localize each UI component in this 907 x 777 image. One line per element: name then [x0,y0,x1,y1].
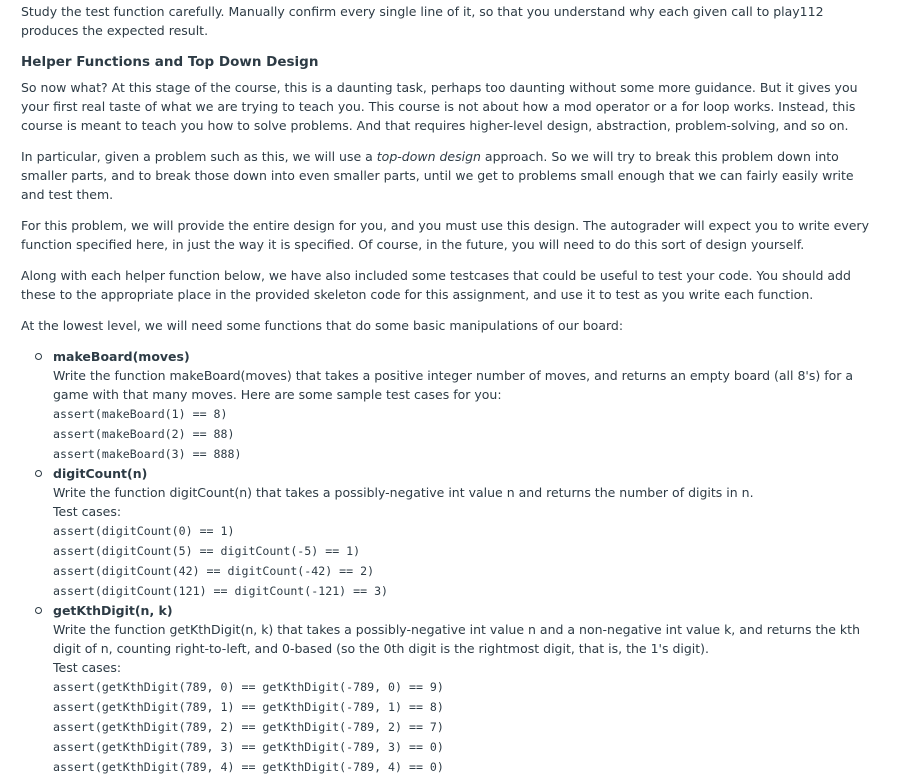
paragraph-testcases: Along with each helper function below, we have also included some testcases that could be useful to test your code. You should add these to the appropriate place in the provided skeleton code for this assignment, and use it to test as you write each function. [21,268,851,302]
test-case-line: assert(getKthDigit(789, 4) == getKthDigit(-789, 4) == 0) [53,760,444,774]
test-case-code-block [53,521,881,601]
test-case-line: assert(makeBoard(1) == 8) [53,407,228,421]
helper-name: makeBoard(moves) [53,349,190,364]
paragraph-top-down [21,147,881,204]
assignment-content [21,2,881,777]
circle-bullet-icon [35,353,42,360]
test-cases-label: Test cases: [53,660,122,675]
intro-paragraph: Study the test function carefully. Manually confirm every single line of it, so that you understand why each given call to play112 produces the expected result. [21,4,824,38]
test-case-code-block [53,677,881,777]
paragraph-lowest-level: At the lowest level, we will need some functions that do some basic manipulations of our board: [21,318,624,333]
test-case-line: assert(getKthDigit(789, 0) == getKthDigit(-789, 0) == 9) [53,680,444,694]
test-case-code-block [53,404,881,464]
paragraph-top-down-end: approach. So we will try to break this problem down into smaller parts, and to break those down into even smaller parts, until we get to problems small enough that we can fairly easily write and test them. [21,149,854,202]
helper-description: Write the function digitCount(n) that takes a possibly-negative int value n and returns the number of digits in n. [53,485,754,500]
helper-description: Write the function makeBoard(moves) that takes a positive integer number of moves, and returns an empty board (all 8's) for a game with that many moves. Here are some sample test cases for you: [53,368,854,402]
helper-function-list [21,347,881,777]
helper-description: Write the function getKthDigit(n, k) that takes a possibly-negative int value n and a non-negative int value k, and returns the kth digit of n, counting right-to-left, and 0-based (so the 0th digit is the rightmost digit, that is, the 1's digit). [53,622,860,656]
circle-bullet-icon [35,607,42,614]
test-case-line: assert(getKthDigit(789, 2) == getKthDigit(-789, 2) == 7) [53,720,444,734]
helper-name: getKthDigit(n, k) [53,603,173,618]
test-case-line: assert(getKthDigit(789, 3) == getKthDigit(-789, 3) == 0) [53,740,444,754]
test-case-line: assert(digitCount(121) == digitCount(-121) == 3) [53,584,389,598]
test-case-line: assert(getKthDigit(789, 1) == getKthDigit(-789, 1) == 8) [53,700,444,714]
test-case-line: assert(makeBoard(2) == 88) [53,427,235,441]
helper-name: digitCount(n) [53,466,148,481]
section-heading: Helper Functions and Top Down Design [21,54,319,70]
helper-item-digitcount [53,464,881,601]
top-down-design-emphasis: top-down design [376,149,481,164]
circle-bullet-icon [35,470,42,477]
helper-item-makeboard [53,347,881,464]
test-case-line: assert(digitCount(42) == digitCount(-42) == 2) [53,564,375,578]
paragraph-design-provided: For this problem, we will provide the entire design for you, and you must use this design. The autograder will expect you to write every function specified here, in just the way it is specified. Of course, in the future, you will need to do this sort of design yourself. [21,218,869,252]
helper-item-getkthdigit [53,601,881,777]
test-cases-label: Test cases: [53,504,122,519]
test-case-line: assert(digitCount(0) == 1) [53,524,235,538]
test-case-line: assert(makeBoard(3) == 888) [53,447,242,461]
paragraph-daunting-task: So now what? At this stage of the course, this is a daunting task, perhaps too daunting without some more guidance. But it gives you your first real taste of what we are trying to teach you. This course is not about how a mod operator or a for loop works. Instead, this course is meant to teach you how to solve problems. And that requires higher-level design, abstraction, problem-solving, and so on. [21,80,858,133]
paragraph-top-down-start: In particular, given a problem such as this, we will use a [21,149,377,164]
test-case-line: assert(digitCount(5) == digitCount(-5) == 1) [53,544,361,558]
